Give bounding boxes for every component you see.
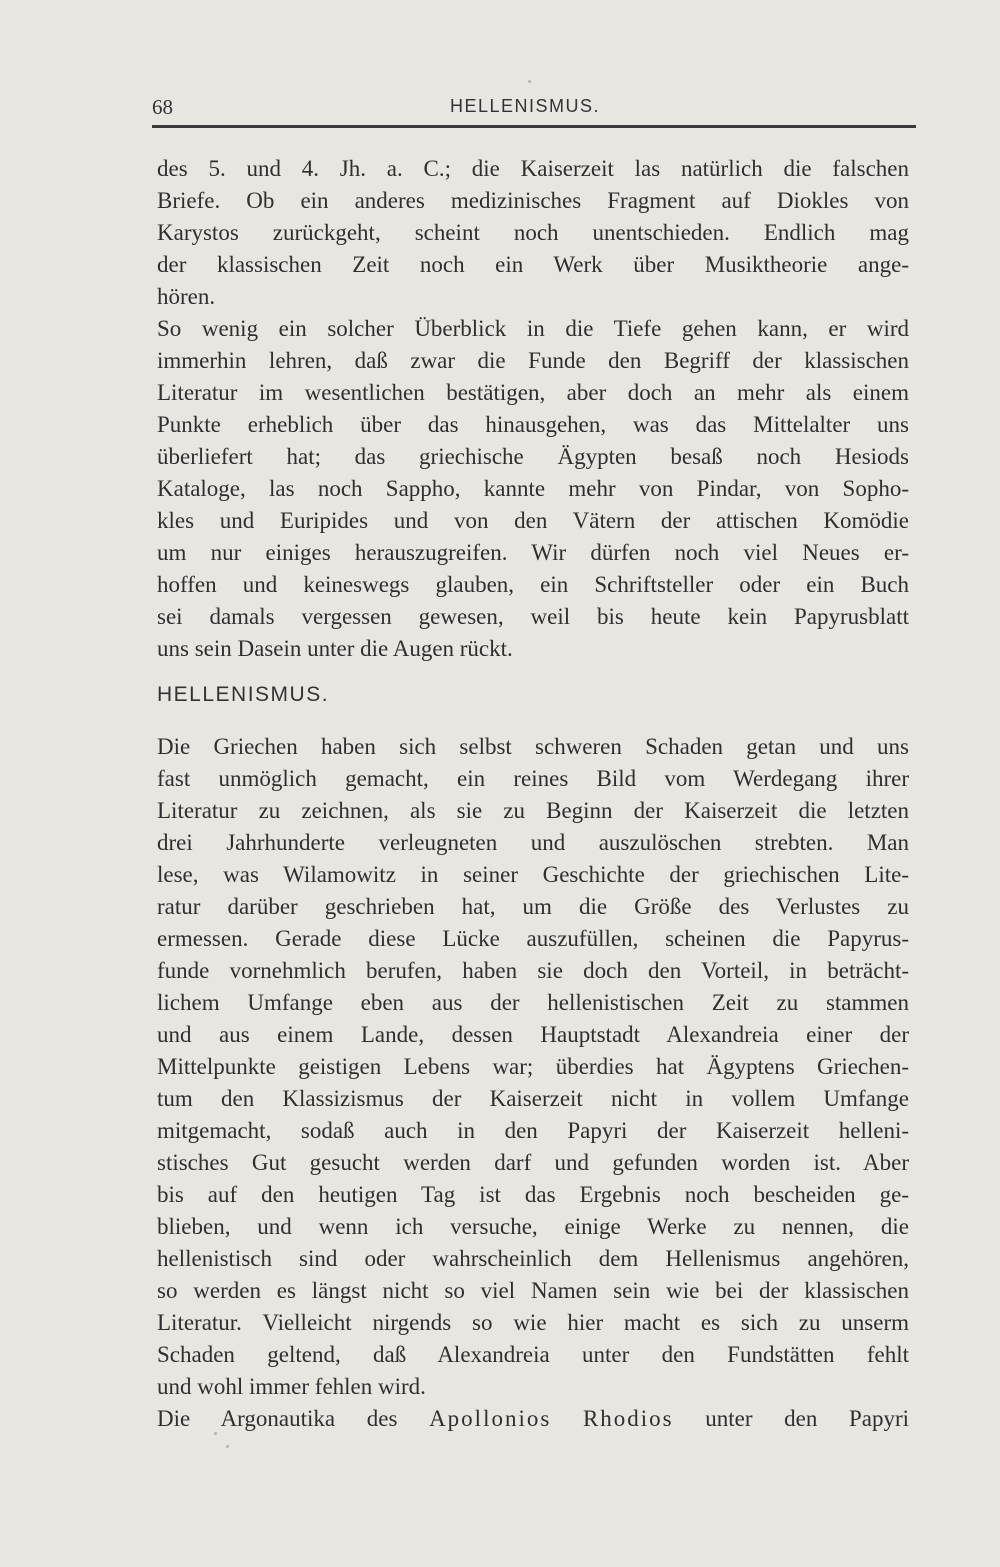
text-line: Literatur. Vielleicht nirgends so wie hier macht es sich zu unserm [157, 1310, 909, 1335]
text-line: So wenig ein solcher Überblick in die Tiefe gehen kann, er wird [157, 316, 909, 341]
author-epithet: Rhodios [582, 1406, 674, 1431]
text-line: und aus einem Lande, dessen Hauptstadt Alexandreia einer der [157, 1022, 909, 1047]
text-line: fast unmöglich gemacht, ein reines Bild vom Werdegang ihrer [157, 766, 909, 791]
page-header [152, 95, 916, 128]
text-line: Karystos zurückgeht, scheint noch unentschieden. Endlich mag [157, 220, 909, 245]
text-line: und wohl immer fehlen wird. [157, 1374, 426, 1399]
text-line: so werden es längst nicht so viel Namen sein wie bei der klassischen [157, 1278, 909, 1303]
text-line: Kataloge, las noch Sappho, kannte mehr von Pindar, von Sopho- [157, 476, 909, 501]
paragraph-2 [157, 313, 909, 665]
paper-speck [528, 80, 531, 83]
text-line: um nur einiges herauszugreifen. Wir dürfen noch viel Neues er- [157, 540, 909, 565]
text-line: funde vornehmlich berufen, haben sie doch den Vorteil, in beträcht- [157, 958, 909, 983]
author-name: Apollonios [429, 1406, 552, 1431]
paper-speck [214, 1432, 217, 1435]
text-line: tum den Klassizismus der Kaiserzeit nicht in vollem Umfange [157, 1086, 909, 1111]
running-title: HELLENISMUS. [450, 96, 601, 116]
text-line: ermessen. Gerade diese Lücke auszufüllen, scheinen die Papyrus- [157, 926, 909, 951]
text-line: Punkte erheblich über das hinausgehen, was das Mittelalter uns [157, 412, 909, 437]
text-line: Literatur im wesentlichen bestätigen, aber doch an mehr als einem [157, 380, 909, 405]
text-line: bis auf den heutigen Tag ist das Ergebnis noch bescheiden ge- [157, 1182, 909, 1207]
text-line: uns sein Dasein unter die Augen rückt. [157, 636, 513, 661]
page-number: 68 [152, 95, 173, 119]
section-heading: HELLENISMUS. [157, 683, 330, 706]
text-line: lichem Umfange eben aus der hellenistischen Zeit zu stammen [157, 990, 909, 1015]
text-line: stisches Gut gesucht werden darf und gefunden worden ist. Aber [157, 1150, 909, 1175]
text-line [157, 1403, 909, 1435]
text-line: überliefert hat; das griechische Ägypten besaß noch Hesiods [157, 444, 909, 469]
line-suffix: unter den Papyri [705, 1406, 910, 1431]
text-line: drei Jahrhunderte verleugneten und auszulöschen strebten. Man [157, 830, 909, 855]
text-line: ratur darüber geschrieben hat, um die Größe des Verlustes zu [157, 894, 909, 919]
text-line: immerhin lehren, daß zwar die Funde den Begriff der klassischen [157, 348, 909, 373]
text-line: hellenistisch sind oder wahrscheinlich dem Hellenismus angehören, [157, 1246, 909, 1271]
text-line: sei damals vergessen gewesen, weil bis heute kein Papyrusblatt [157, 604, 909, 629]
text-line: kles und Euripides und von den Vätern der attischen Komödie [157, 508, 909, 533]
paragraph-4 [157, 1403, 909, 1435]
text-line: hören. [157, 284, 216, 309]
text-line: Schaden geltend, daß Alexandreia unter den Fundstätten fehlt [157, 1342, 909, 1367]
text-line: Die Griechen haben sich selbst schweren Schaden getan und uns [157, 734, 909, 759]
paragraph-3 [157, 731, 909, 1403]
text-line: des 5. und 4. Jh. a. C.; die Kaiserzeit las natürlich die falschen [157, 156, 909, 181]
text-line: mitgemacht, sodaß auch in den Papyri der Kaiserzeit helleni- [157, 1118, 909, 1143]
text-line: Literatur zu zeichnen, als sie zu Beginn der Kaiserzeit die letzten [157, 798, 909, 823]
text-line: der klassischen Zeit noch ein Werk über Musiktheorie ange- [157, 252, 909, 277]
text-line: lese, was Wilamowitz in seiner Geschichte der griechischen Lite- [157, 862, 909, 887]
text-line: blieben, und wenn ich versuche, einige Werke zu nennen, die [157, 1214, 909, 1239]
text-line: Briefe. Ob ein anderes medizinisches Fragment auf Diokles von [157, 188, 909, 213]
body-text [157, 153, 909, 1435]
paragraph-1 [157, 153, 909, 313]
paper-speck [226, 1445, 229, 1448]
text-line: Mittelpunkte geistigen Lebens war; überdies hat Ägyptens Griechen- [157, 1054, 909, 1079]
text-line: hoffen und keineswegs glauben, ein Schriftsteller oder ein Buch [157, 572, 909, 597]
line-prefix: Die Argonautika des [157, 1406, 398, 1431]
